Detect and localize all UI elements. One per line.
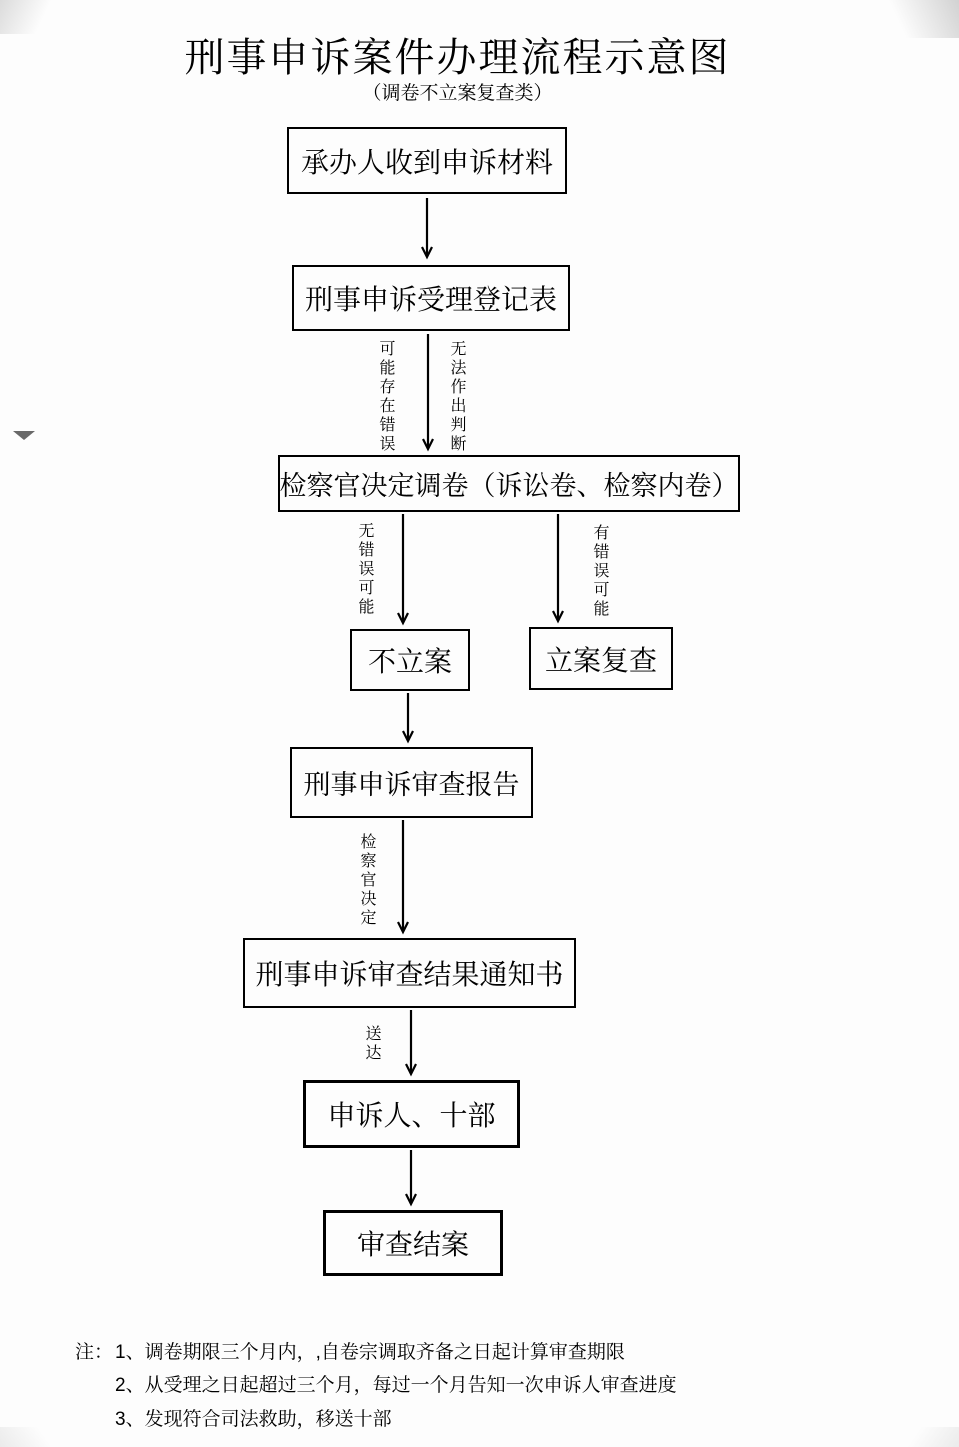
scan-shading-bottom-right <box>869 1427 959 1447</box>
footnote-line-2 <box>75 1369 875 1402</box>
flow-node-result-notice <box>243 938 576 1008</box>
footnote-text: 3、发现符合司法救助，移送十部 <box>115 1408 392 1430</box>
flow-node-retrieve-files <box>278 455 740 512</box>
footnote-prefix: 注： <box>75 1342 114 1363</box>
flow-node-case-review <box>529 627 673 690</box>
footnote-line-1 <box>75 1336 875 1369</box>
footnote-text: 1、调卷期限三个月内，,自卷宗调取齐备之日起计算审查期限 <box>115 1342 625 1363</box>
edge-label-prosecutor-decides: 检察官决定 <box>358 833 375 928</box>
triangle-cursor-artifact <box>13 431 35 440</box>
flow-node-appellant-dept <box>303 1080 520 1148</box>
flow-node-no-case-filed <box>350 629 470 691</box>
flow-node-close-case <box>323 1210 503 1276</box>
flow-node-registration-form <box>292 265 570 331</box>
flow-node-receive-materials <box>287 127 567 194</box>
node-label: 检察官决定调卷（诉讼卷、检察内卷） <box>279 471 739 501</box>
node-label: 立案复查 <box>544 644 657 676</box>
node-label: 承办人收到申诉材料 <box>300 146 553 178</box>
edge-label-possible-error: 可能存在错误 <box>377 340 394 454</box>
node-label: 刑事申诉审查结果通知书 <box>255 959 564 990</box>
edge-label-no-error-possible: 无错误可能 <box>356 522 373 617</box>
edge-label-cannot-judge: 无法作出判断 <box>448 340 465 454</box>
edge-label-deliver: 送达 <box>363 1025 380 1063</box>
footnotes <box>75 1336 875 1436</box>
node-label: 审查结案 <box>356 1229 469 1260</box>
footnote-text: 2、从受理之日起超过三个月，每过一个月告知一次申诉人审查进度 <box>115 1375 677 1397</box>
node-label: 刑事申诉受理登记表 <box>304 284 557 315</box>
node-label: 不立案 <box>367 646 452 677</box>
page-subtitle: （调卷不立案复查类） <box>362 83 553 104</box>
page-title: 刑事申诉案件办理流程示意图 <box>184 36 731 80</box>
node-label: 刑事申诉审查报告 <box>303 770 520 800</box>
footnote-line-3 <box>75 1403 875 1436</box>
edge-label-error-possible: 有错误可能 <box>591 524 608 619</box>
node-label: 申诉人、十部 <box>327 1100 496 1131</box>
flow-node-review-report <box>290 747 533 818</box>
